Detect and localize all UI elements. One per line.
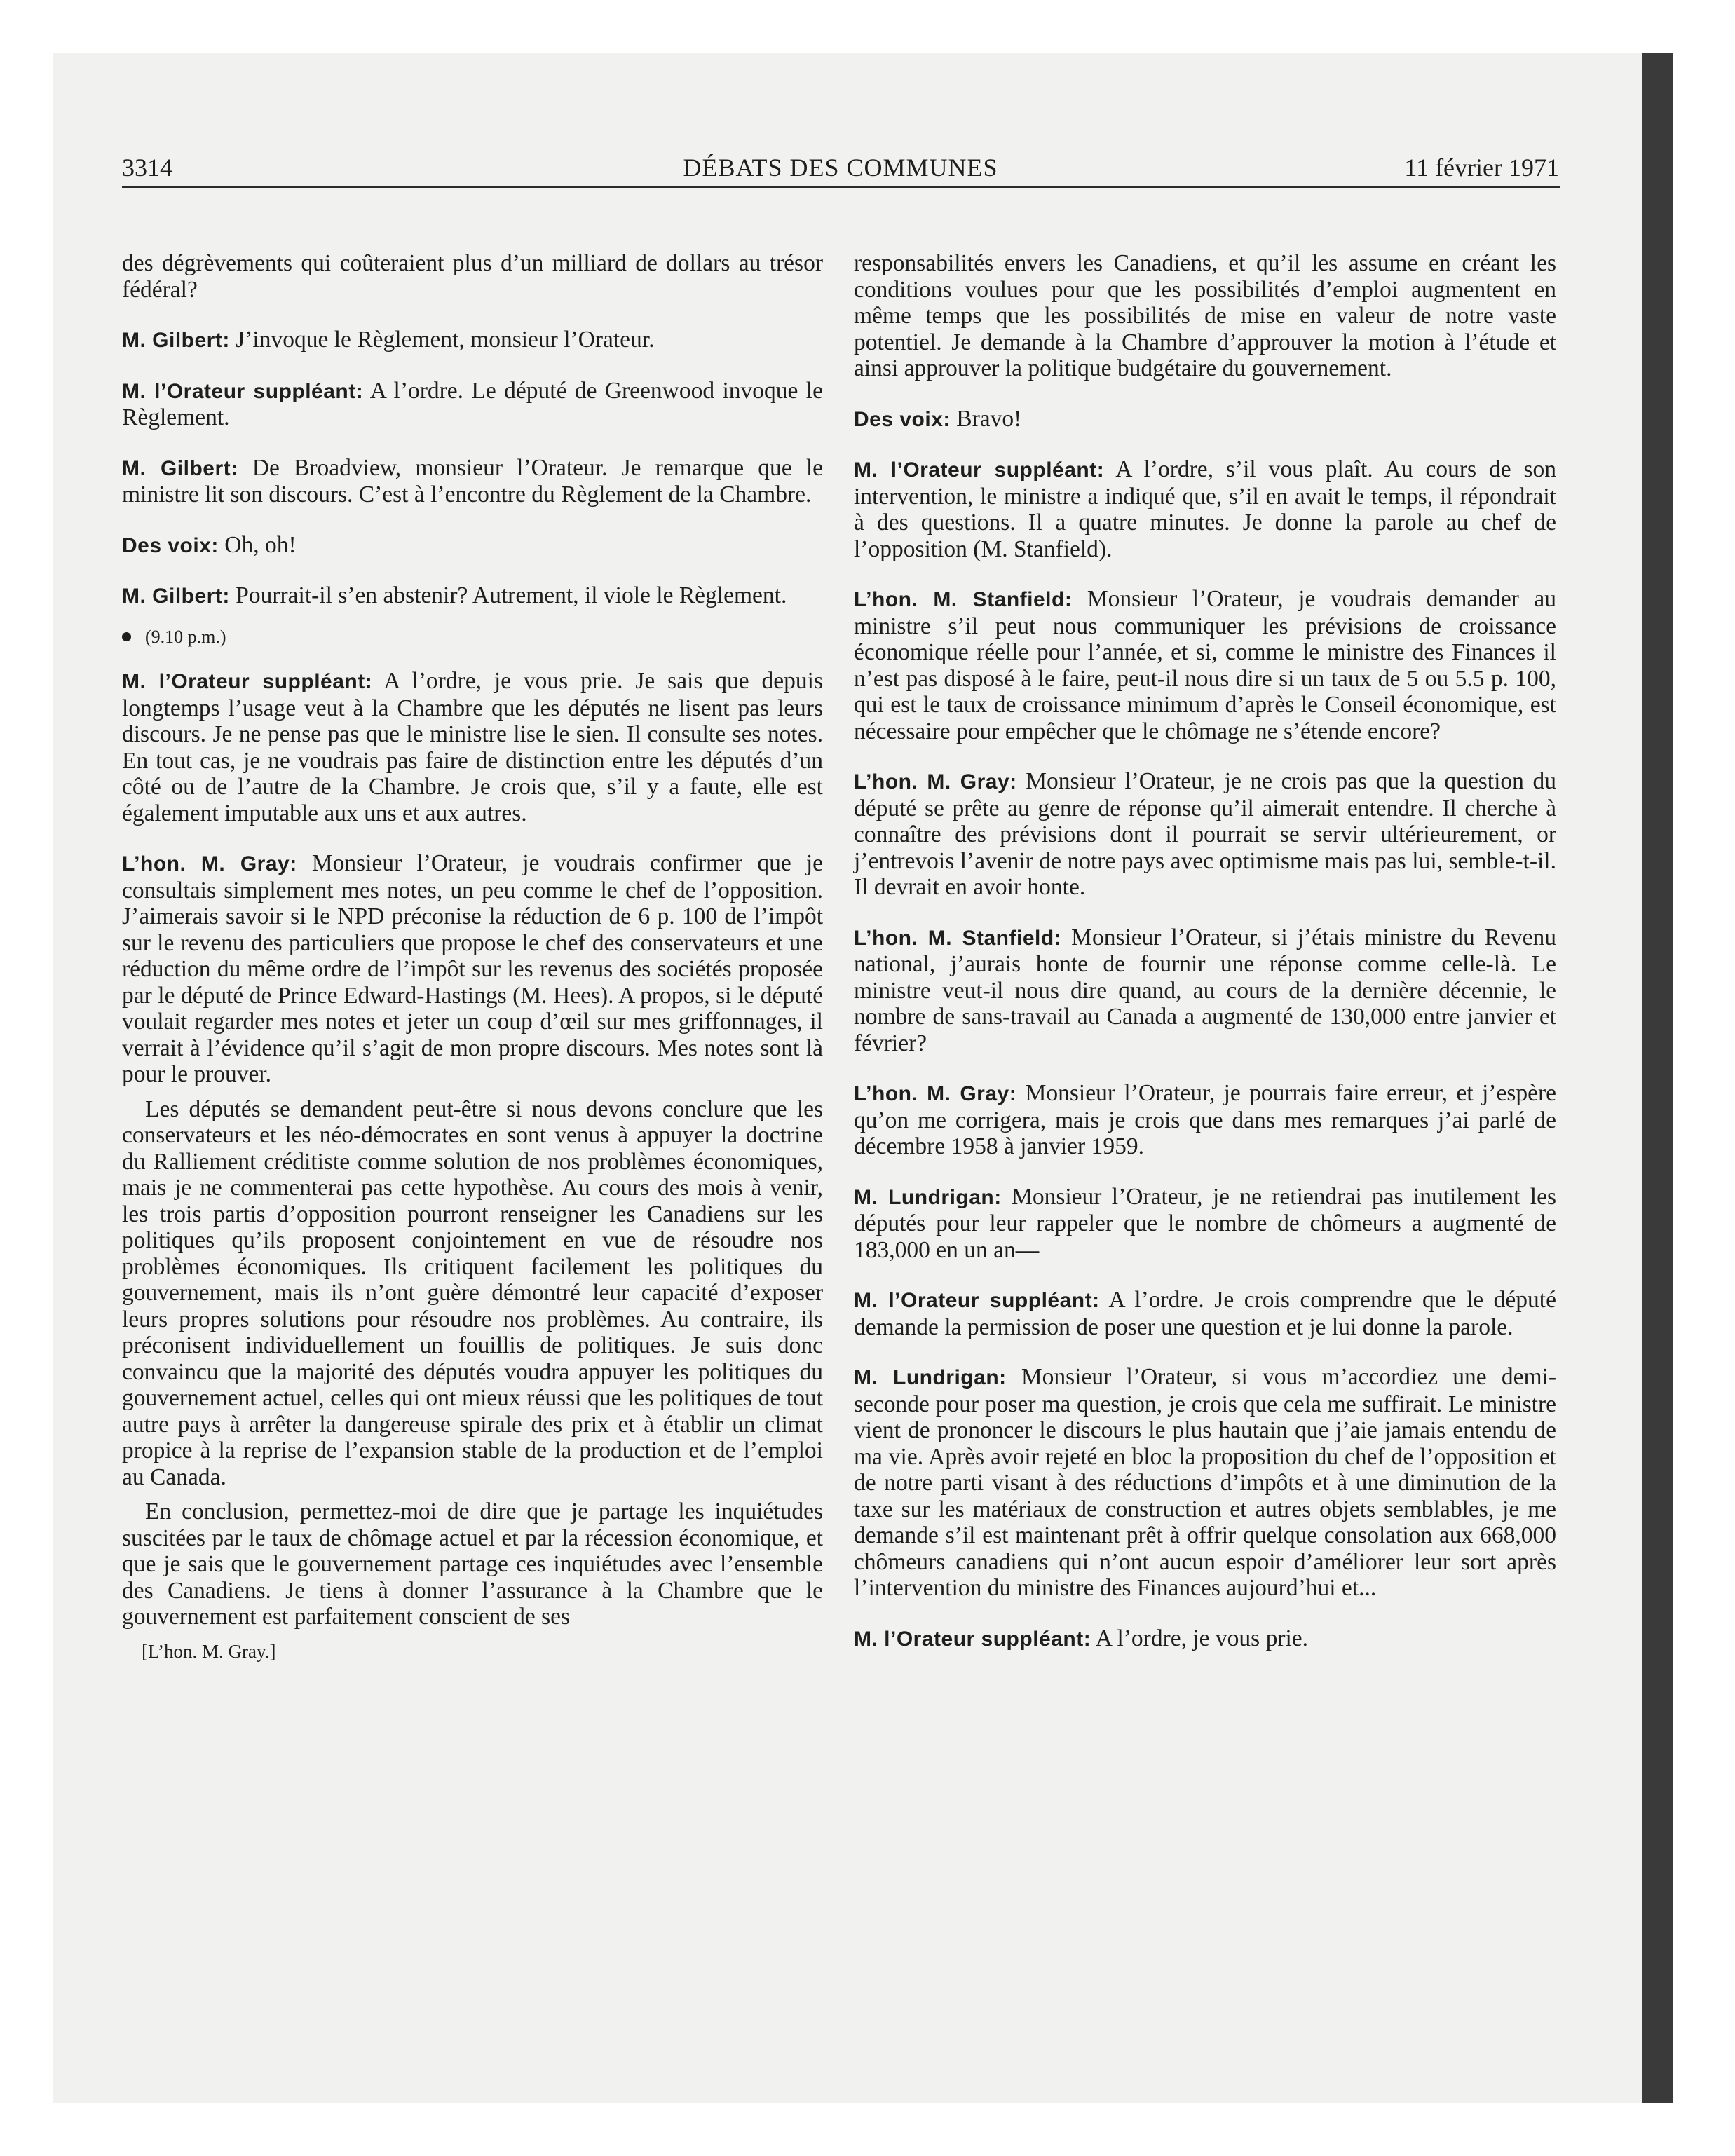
speech-text: A l’ordre, s’il vous plaît. Au cours de son intervention, le ministre a indiqué que, s’il en avait le temps, il répondrait à des questions. Il a quatre minutes. Je donne la parole au chef de l’opposition (M. Stanfield).	[854, 456, 1556, 562]
publication-title: DÉBATS DES COMMUNES	[683, 153, 998, 182]
speaker-name: L’hon. M. Gray:	[122, 852, 297, 875]
speaker-name: L’hon. M. Stanfield:	[854, 926, 1062, 950]
speech-text: Monsieur l’Orateur, si vous m’accordiez une demi-seconde pour poser ma question, je crois que cela me suffirait. Le ministre vient de prononcer le discours le plus hautain que j’aie jamais entendu de ma vie. Après avoir rejeté en bloc la proposition du chef de l’opposition et de notre parti visant à des réductions d’impôts et à une diminution de la taxe sur les matériaux de construction et autres objets semblables, je me demande s’il est maintenant prêt à offrir quelque consolation aux 668,000 chômeurs canadiens qui n’ont aucun espoir d’améliorer leur sort après l’intervention du ministre des Finances aujourd’hui et...	[854, 1364, 1556, 1601]
speaker-name: M. l’Orateur suppléant:	[122, 670, 373, 693]
speaker-name: Des voix:	[854, 407, 951, 431]
speech-text: Monsieur l’Orateur, je voudrais demander au ministre s’il peut nous communiquer les prévisions de croissance économique réelle pour l’année, et si, comme le ministre des Finances il n’est pas disposé à le faire, peut-il nous dire si un taux de 5 ou 5.5 p. 100, qui est le taux de croissance minimum d’après le Conseil économique, est nécessaire pour empêcher que le chômage ne s’étende encore?	[854, 586, 1557, 744]
speaker-name: M. l’Orateur suppléant:	[854, 1289, 1100, 1312]
speech	[854, 1287, 1556, 1340]
paragraph: Les députés se demandent peut-être si nous devons conclure que les conservateurs et les néo-démocrates en sont venus à appuyer la doctrine du Ralliement créditiste comme solution de nos problèmes économiques, mais je ne commenterai pas cette hypothèse. Au cours des mois à venir, les trois partis d’opposition pourront renseigner les Canadiens sur les politiques qu’ils proposent conjointement en vue de résoudre nos problèmes économiques. Ils critiquent facilement les politiques du gouvernement, mais ils n’ont guère démontré leur capacité d’exposer leurs propres solutions pour résoudre nos problèmes. Au contraire, ils préconisent individuellement un fouillis de politiques. Je suis donc convaincu que la majorité des députés voudra appuyer les politiques du gouvernement actuel, celles qui ont mieux réussi que les politiques de tout autre pays à arrêter la dangereuse spirale des prix et à établir un climat propice à la reprise de l’expansion stable de la production et de l’emploi au Canada.	[122, 1096, 823, 1490]
paragraph: En conclusion, permettez-moi de dire que je partage les inquiétudes suscitées par le taux de chômage actuel et par la récession économique, et que je sais que le gouvernement partage ces inquiétudes avec l’ensemble des Canadiens. Je tiens à donner l’assurance à la Chambre que le gouvernement est parfaitement conscient de ses	[122, 1499, 823, 1630]
speech-text: A l’ordre. Le député de Greenwood invoque le Règlement.	[122, 377, 823, 430]
speech	[854, 1364, 1556, 1602]
speech	[854, 1625, 1556, 1653]
page-number: 3314	[122, 153, 172, 182]
speech-text: A l’ordre, je vous prie. Je sais que depuis longtemps l’usage veut à la Chambre que les députés ne lisent pas leurs discours. Je ne pense pas que le ministre lise le sien. Il consulte ses notes. En tout cas, je ne voudrais pas faire de distinction entre les députés d’un côté ou de l’autre de la Chambre. Je crois que, s’il y a faute, elle est également imputable aux uns et aux autres.	[122, 668, 823, 826]
paragraph: des dégrèvements qui coûteraient plus d’un milliard de dollars au trésor fédéral?	[122, 250, 823, 303]
time-marker-text: (9.10 p.m.)	[145, 626, 226, 647]
speech	[122, 668, 823, 826]
speech	[854, 1184, 1556, 1264]
speech-text: Oh, oh!	[224, 531, 297, 558]
speech-text: De Broadview, monsieur l’Orateur. Je remarque que le ministre lit son discours. C’est à l’encontre du Règlement de la Chambre.	[122, 454, 824, 507]
speech	[854, 586, 1556, 744]
issue-date: 11 février 1971	[1404, 153, 1559, 182]
speech	[854, 925, 1556, 1057]
speech	[122, 455, 823, 508]
speaker-footer: [L’hon. M. Gray.]	[142, 1640, 276, 1662]
speech-text: J’invoque le Règlement, monsieur l’Orateur.	[236, 327, 655, 353]
speech	[122, 378, 823, 431]
speech-text: Monsieur l’Orateur, je ne crois pas que la question du député se prête au genre de réponse qu’il aimerait entendre. Il cherche à connaître des prévisions dont il pourrait se servir ultérieurement, or j’entrevois l’avenir de notre pays avec optimisme mais pas lui, semble-t-il. Il devrait en avoir honte.	[854, 768, 1557, 900]
speaker-name: M. Lundrigan:	[854, 1366, 1007, 1389]
speech	[854, 456, 1556, 562]
speaker-name: M. l’Orateur suppléant:	[854, 458, 1105, 482]
speech-text: Bravo!	[956, 405, 1022, 432]
speech	[854, 1080, 1556, 1160]
speaker-name: Des voix:	[122, 533, 219, 557]
speaker-name: L’hon. M. Stanfield:	[854, 588, 1073, 611]
speech	[854, 406, 1556, 433]
speaker-name: M. l’Orateur suppléant:	[854, 1627, 1091, 1651]
speech	[122, 327, 823, 354]
paragraph: responsabilités envers les Canadiens, et qu’il les assume en créant les conditions voulues pour que les possibilités d’emploi augmentent en même temps que les possibilités de mise en valeur de notre vaste potentiel. Je demande à la Chambre d’approuver la motion à l’étude et ainsi approuver la politique budgétaire du gouvernement.	[854, 250, 1556, 381]
page-header	[122, 153, 1559, 186]
speech-text: Pourrait-il s’en abstenir? Autrement, il viole le Règlement.	[236, 582, 787, 608]
speech	[122, 532, 823, 559]
speaker-name: M. Gilbert:	[122, 456, 238, 480]
header-rule	[122, 186, 1560, 188]
speech-text: Monsieur l’Orateur, je ne retiendrai pas inutilement les députés pour leur rappeler que le nombre de chômeurs a augmenté de 183,000 en un an—	[854, 1183, 1556, 1263]
time-marker	[122, 624, 823, 650]
speaker-name: M. Lundrigan:	[854, 1185, 1002, 1209]
speech	[122, 582, 823, 610]
right-column	[854, 250, 1556, 1676]
speech-text: Monsieur l’Orateur, je pourrais faire erreur, et j’espère qu’on me corrigera, mais je crois que dans mes remarques j’ai parlé de décembre 1958 à janvier 1959.	[854, 1080, 1557, 1159]
speech-text: A l’ordre. Je crois comprendre que le député demande la permission de poser une question et je lui donne la parole.	[854, 1287, 1556, 1340]
speaker-name: M. l’Orateur suppléant:	[122, 379, 364, 403]
speech	[854, 768, 1556, 901]
speaker-name: L’hon. M. Gray:	[854, 770, 1017, 793]
speech-text: Monsieur l’Orateur, si j’étais ministre du Revenu national, j’aurais honte de fournir une réponse comme celle-là. Le ministre veut-il nous dire quand, au cours de la dernière décennie, le nombre de sans-travail au Canada a augmenté de 130,000 entre janvier et février?	[854, 924, 1557, 1056]
speech-text: Monsieur l’Orateur, je voudrais confirmer que je consultais simplement mes notes, un peu comme le chef de l’opposition. J’aimerais savoir si le NPD préconise la réduction de 6 p. 100 de l’impôt sur le revenu des particuliers que propose le chef des conservateurs et une réduction du même ordre de l’impôt sur les revenus des sociétés proposée par le député de Prince Edward-Hastings (M. Hees). A propos, si le député voulait regarder mes notes et jeter un coup d’œil sur mes griffonnages, il verrait à l’évidence qu’il s’agit de mon propre discours. Mes notes sont là pour le prouver.	[122, 850, 823, 1087]
left-column	[122, 250, 823, 1665]
speaker-name: L’hon. M. Gray:	[854, 1082, 1017, 1105]
speech	[122, 850, 823, 1088]
speech-text: A l’ordre, je vous prie.	[1095, 1625, 1309, 1651]
speaker-name: M. Gilbert:	[122, 585, 230, 608]
scan-edge-shadow	[1642, 53, 1673, 2103]
bullet-icon	[122, 632, 131, 641]
speaker-name: M. Gilbert:	[122, 329, 230, 352]
